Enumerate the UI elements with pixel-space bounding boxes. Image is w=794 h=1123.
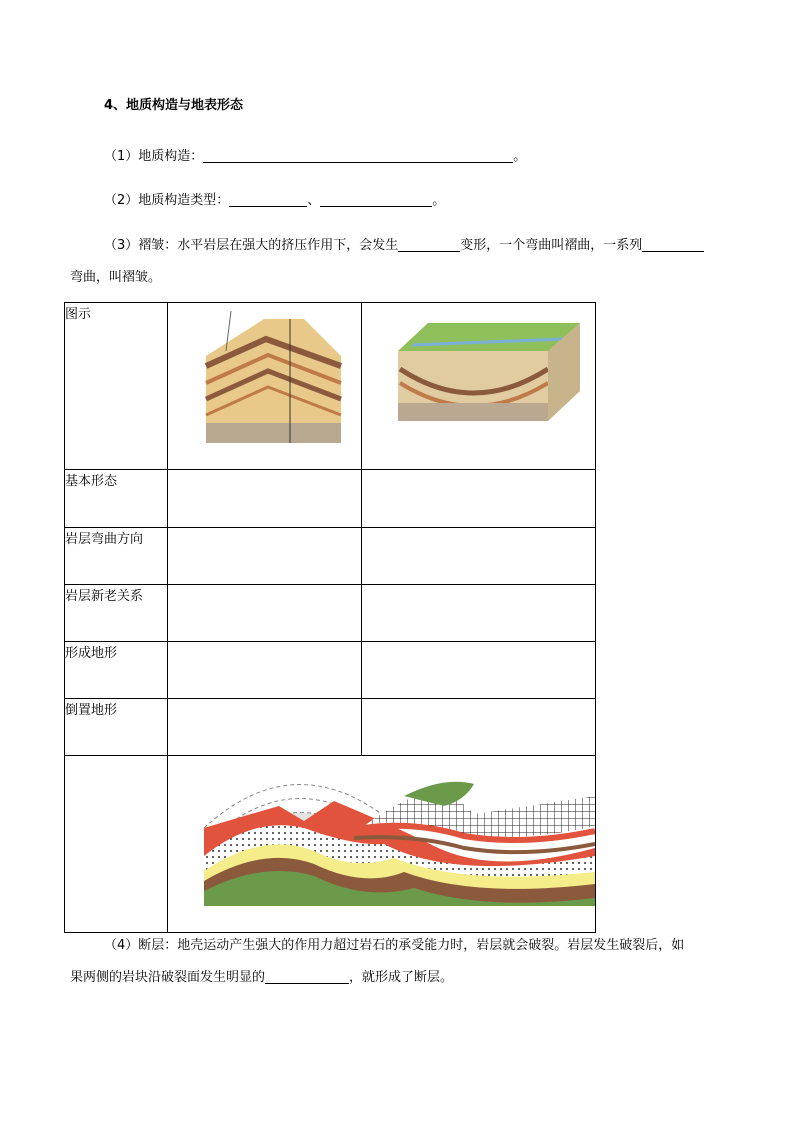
- question-1-end: 。: [513, 149, 527, 164]
- answer-cell-syncline-age[interactable]: [362, 585, 596, 642]
- question-1: [104, 145, 526, 164]
- question-2: [104, 189, 445, 208]
- empty-label-cell: [65, 756, 168, 933]
- row-label-basic-form: 基本形态: [65, 470, 168, 528]
- question-3-label: （3）褶皱：水平岩层在强大的挤压作用下，会发生: [104, 238, 399, 253]
- syncline-diagram-cell: [362, 303, 596, 470]
- answer-cell-anticline-form[interactable]: [168, 470, 362, 528]
- blank-structure-type-2[interactable]: [320, 192, 432, 207]
- table-row: [65, 642, 596, 699]
- inverted-landform-diagram-cell: [168, 756, 596, 933]
- blank-geologic-structure[interactable]: [203, 148, 513, 163]
- blank-structure-type-1[interactable]: [229, 192, 307, 207]
- row-label-diagram: 图示: [65, 303, 168, 470]
- anticline-diagram: [168, 303, 361, 465]
- answer-cell-syncline-landform[interactable]: [362, 642, 596, 699]
- fold-comparison-table: [64, 302, 596, 933]
- answer-cell-syncline-bend[interactable]: [362, 528, 596, 585]
- row-label-bend-direction: 岩层弯曲方向: [65, 528, 168, 585]
- inverted-landform-diagram: [168, 756, 595, 928]
- answer-cell-anticline-age[interactable]: [168, 585, 362, 642]
- row-label-age-relation: 岩层新老关系: [65, 585, 168, 642]
- table-row: [65, 470, 596, 528]
- question-1-label: （1）地质构造：: [104, 149, 204, 164]
- answer-cell-syncline-inverted[interactable]: [362, 699, 596, 756]
- question-4-line1: （4）断层：地壳运动产生强大的作用力超过岩石的承受能力时，岩层就会破裂。岩层发生破裂后，如: [104, 938, 685, 953]
- question-3: [104, 234, 704, 253]
- row-label-landform: 形成地形: [65, 642, 168, 699]
- section-heading: 4、地质构造与地表形态: [104, 98, 244, 113]
- question-4-line2a: 果两侧的岩块沿破裂面发生明显的: [70, 970, 266, 985]
- table-row: [65, 528, 596, 585]
- question-2-label: （2）地质构造类型：: [104, 193, 230, 208]
- question-2-end: 。: [432, 193, 446, 208]
- answer-cell-anticline-bend[interactable]: [168, 528, 362, 585]
- table-row: [65, 756, 596, 933]
- blank-fault-displacement[interactable]: [265, 969, 349, 984]
- table-row: [65, 303, 596, 470]
- blank-deformation[interactable]: [398, 237, 460, 252]
- question-4-line2b: ，就形成了断层。: [349, 970, 454, 985]
- question-3-mid: 变形，一个弯曲叫褶曲，一系列: [460, 238, 643, 253]
- question-3-line2: 弯曲，叫褶皱。: [70, 270, 162, 285]
- table-row: [65, 699, 596, 756]
- question-2-sep: 、: [307, 193, 321, 208]
- question-4-line2: [70, 966, 453, 985]
- answer-cell-anticline-inverted[interactable]: [168, 699, 362, 756]
- anticline-diagram-cell: [168, 303, 362, 470]
- blank-fold-series[interactable]: [642, 237, 704, 252]
- answer-cell-syncline-form[interactable]: [362, 470, 596, 528]
- answer-cell-anticline-landform[interactable]: [168, 642, 362, 699]
- syncline-diagram: [362, 303, 594, 465]
- table-row: [65, 585, 596, 642]
- row-label-inverted-landform: 倒置地形: [65, 699, 168, 756]
